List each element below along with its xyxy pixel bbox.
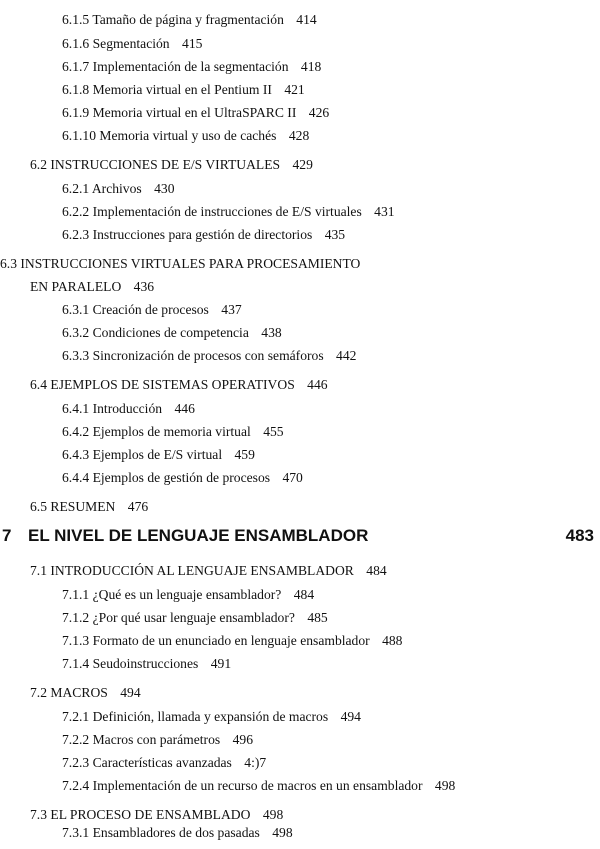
- entry-number: 6.2.1: [62, 181, 90, 196]
- section-title: INSTRUCCIONES DE E/S VIRTUALES: [50, 157, 281, 172]
- entry-title: ¿Por qué usar lenguaje ensamblador?: [92, 610, 295, 625]
- entry-title: Ejemplos de memoria virtual: [92, 424, 251, 439]
- toc-entry: [62, 105, 329, 121]
- section-number: 7.1: [30, 563, 47, 578]
- entry-number: 6.3.1: [62, 302, 90, 317]
- entry-page: 459: [234, 447, 255, 462]
- entry-title: Seudoinstrucciones: [92, 656, 199, 671]
- entry-title: Definición, llamada y expansión de macros: [92, 709, 329, 724]
- entry-number: 7.1.2: [62, 610, 90, 625]
- entry-number: 6.3.2: [62, 325, 90, 340]
- entry-title: Memoria virtual y uso de cachés: [99, 128, 277, 143]
- entry-page: 498: [434, 778, 456, 793]
- entry-title: Implementación de instrucciones de E/S virtuales: [92, 204, 362, 219]
- section-number: 6.3: [0, 256, 17, 271]
- entry-page: 484: [293, 587, 315, 602]
- section-page: 484: [366, 563, 387, 578]
- entry-title: Implementación de un recurso de macros en un ensamblador: [92, 778, 423, 793]
- entry-page: 498: [272, 825, 293, 840]
- entry-number: 7.2.3: [62, 755, 90, 770]
- toc-entry: [62, 447, 255, 463]
- chapter-title: EL NIVEL DE LENGUAJE ENSAMBLADOR: [28, 526, 369, 545]
- entry-number: 7.2.1: [62, 709, 90, 724]
- chapter-page: 483: [565, 526, 594, 545]
- toc-entry: [62, 470, 303, 486]
- toc-entry: [62, 587, 314, 603]
- entry-title: Características avanzadas: [92, 755, 232, 770]
- toc-entry: [62, 12, 317, 28]
- entry-number: 7.2.2: [62, 732, 90, 747]
- entry-page: 496: [232, 732, 253, 747]
- entry-number: 7.2.4: [62, 778, 90, 793]
- entry-title: Sincronización de procesos con semáforos: [92, 348, 324, 363]
- entry-page: 435: [324, 227, 346, 242]
- toc-entry: [62, 36, 202, 52]
- toc-entry: [62, 401, 195, 417]
- section-page: 498: [262, 807, 284, 822]
- toc-entry: [62, 755, 266, 771]
- entry-page: 431: [374, 204, 395, 219]
- entry-title: Segmentación: [92, 36, 170, 51]
- entry-number: 6.4.2: [62, 424, 90, 439]
- entry-title: Ejemplos de E/S virtual: [92, 447, 223, 462]
- toc-entry: [62, 610, 328, 626]
- entry-number: 7.1.1: [62, 587, 90, 602]
- toc-section: [30, 499, 148, 515]
- toc-entry: [62, 633, 402, 649]
- entry-page: 437: [221, 302, 242, 317]
- toc-entry: [62, 709, 361, 725]
- entry-number: 6.1.8: [62, 82, 90, 97]
- section-title: RESUMEN: [50, 499, 116, 514]
- section-page: 494: [120, 685, 141, 700]
- entry-title: Condiciones de competencia: [92, 325, 249, 340]
- toc-entry: [62, 325, 282, 341]
- entry-title: Memoria virtual en el Pentium II: [92, 82, 272, 97]
- entry-page: 421: [284, 82, 305, 97]
- entry-title: Macros con parámetros: [92, 732, 221, 747]
- entry-page: 491: [210, 656, 232, 671]
- section-number: 6.4: [30, 377, 47, 392]
- toc-section: [30, 807, 283, 823]
- entry-page: 4:)7: [244, 755, 267, 770]
- entry-page: 455: [263, 424, 284, 439]
- entry-number: 7.1.4: [62, 656, 90, 671]
- entry-page: 415: [182, 36, 203, 51]
- entry-page: 418: [300, 59, 322, 74]
- entry-page: 485: [307, 610, 328, 625]
- entry-page: 494: [340, 709, 361, 724]
- entry-title: Ensambladores de dos pasadas: [92, 825, 260, 840]
- section-title: EJEMPLOS DE SISTEMAS OPERATIVOS: [50, 377, 295, 392]
- entry-page: 430: [154, 181, 175, 196]
- entry-title: Tamaño de página y fragmentación: [92, 12, 284, 27]
- entry-page: 426: [308, 105, 330, 120]
- entry-number: 6.4.3: [62, 447, 90, 462]
- entry-title: Introducción: [92, 401, 163, 416]
- entry-number: 6.1.9: [62, 105, 90, 120]
- entry-title: Memoria virtual en el UltraSPARC II: [92, 105, 297, 120]
- section-title: MACROS: [50, 685, 108, 700]
- entry-number: 7.3.1: [62, 825, 90, 840]
- entry-number: 6.1.5: [62, 12, 90, 27]
- entry-title: Creación de procesos: [92, 302, 209, 317]
- entry-title: Ejemplos de gestión de procesos: [92, 470, 271, 485]
- toc-section-continuation: [30, 279, 154, 295]
- toc-entry: [62, 128, 309, 144]
- toc-entry: [62, 825, 293, 841]
- section-number: 6.2: [30, 157, 47, 172]
- entry-number: 6.2.2: [62, 204, 90, 219]
- entry-number: 6.3.3: [62, 348, 90, 363]
- section-title: INTRODUCCIÓN AL LENGUAJE ENSAMBLADOR: [50, 563, 354, 578]
- entry-number: 6.1.10: [62, 128, 96, 143]
- toc-section: [0, 256, 360, 272]
- toc-entry: [62, 181, 174, 197]
- entry-page: 446: [174, 401, 195, 416]
- toc-entry: [62, 778, 455, 794]
- toc-section: [30, 685, 141, 701]
- entry-number: 6.2.3: [62, 227, 90, 242]
- chapter-heading: [2, 526, 594, 546]
- section-title: EL PROCESO DE ENSAMBLADO: [50, 807, 251, 822]
- section-page: 429: [292, 157, 313, 172]
- entry-page: 414: [296, 12, 317, 27]
- entry-page: 428: [288, 128, 310, 143]
- chapter-number: 7: [2, 526, 12, 545]
- section-number: 7.3: [30, 807, 47, 822]
- entry-title: Instrucciones para gestión de directorios: [92, 227, 313, 242]
- section-title: INSTRUCCIONES VIRTUALES PARA PROCESAMIENTO: [20, 256, 361, 271]
- entry-number: 6.1.7: [62, 59, 90, 74]
- entry-page: 442: [336, 348, 357, 363]
- toc-entry: [62, 82, 305, 98]
- section-number: 7.2: [30, 685, 47, 700]
- entry-number: 6.4.1: [62, 401, 90, 416]
- entry-number: 6.4.4: [62, 470, 90, 485]
- toc-entry: [62, 59, 321, 75]
- toc-entry: [62, 732, 253, 748]
- section-page: 446: [307, 377, 328, 392]
- entry-title: ¿Qué es un lenguaje ensamblador?: [92, 587, 282, 602]
- entry-page: 488: [382, 633, 403, 648]
- entry-page: 470: [282, 470, 303, 485]
- entry-title: Formato de un enunciado en lenguaje ensamblador: [92, 633, 370, 648]
- toc-entry: [62, 424, 284, 440]
- toc-entry: [62, 204, 395, 220]
- section-number: 6.5: [30, 499, 47, 514]
- toc-entry: [62, 656, 231, 672]
- entry-number: 7.1.3: [62, 633, 90, 648]
- entry-title: Implementación de la segmentación: [92, 59, 289, 74]
- section-page: 476: [127, 499, 149, 514]
- toc-entry: [62, 348, 356, 364]
- toc-entry: [62, 227, 345, 243]
- entry-title: Archivos: [91, 181, 142, 196]
- entry-number: 6.1.6: [62, 36, 90, 51]
- toc-section: [30, 157, 313, 173]
- entry-page: 438: [261, 325, 282, 340]
- toc-entry: [62, 302, 242, 318]
- section-page: 436: [133, 279, 155, 294]
- toc-section: [30, 377, 328, 393]
- toc-section: [30, 563, 387, 579]
- section-title: EN PARALELO: [30, 279, 122, 294]
